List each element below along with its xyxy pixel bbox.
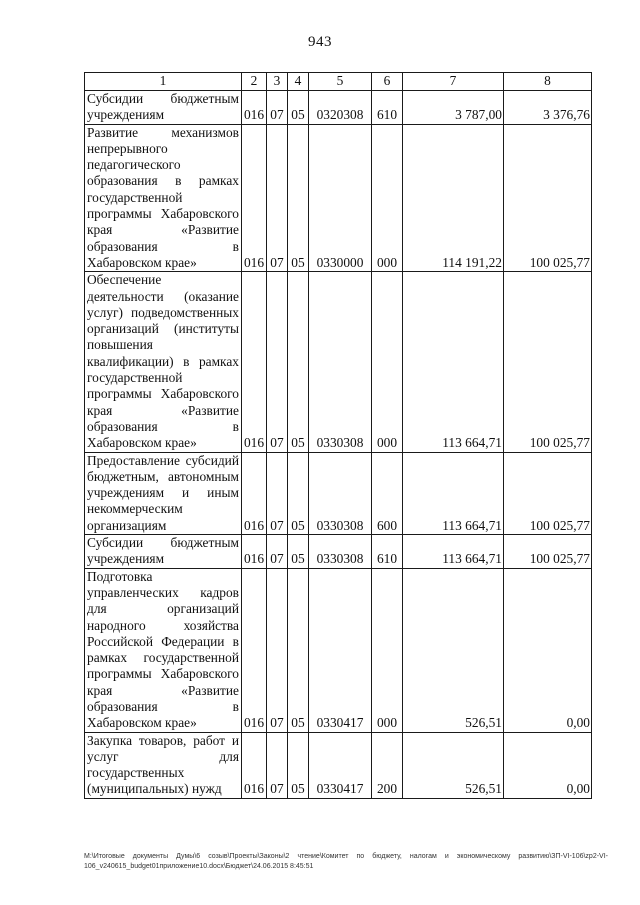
expense-type-code: 610 <box>372 535 403 569</box>
planned-amount: 526,51 <box>403 732 504 798</box>
header-cell: 8 <box>504 73 592 91</box>
header-cell: 7 <box>403 73 504 91</box>
table-row <box>85 535 592 569</box>
item-name: Субсидии бюджетным учреждениям <box>85 535 242 569</box>
admin-code: 016 <box>242 732 267 798</box>
expense-type-code: 000 <box>372 272 403 452</box>
section-code: 07 <box>267 452 288 534</box>
header-cell: 6 <box>372 73 403 91</box>
admin-code: 016 <box>242 535 267 569</box>
item-name: Обеспечение деятельности (оказание услуг) подведомственных организаций (институты повышения квалификации) в рамках государственной программы Хабаровского края «Развитие образования в Хабаровском крае» <box>85 272 242 452</box>
table-row <box>85 568 592 732</box>
subsection-code: 05 <box>288 452 309 534</box>
section-code: 07 <box>267 568 288 732</box>
table-row <box>85 124 592 272</box>
planned-amount: 526,51 <box>403 568 504 732</box>
planned-amount: 3 787,00 <box>403 91 504 125</box>
actual-amount: 100 025,77 <box>504 535 592 569</box>
planned-amount: 113 664,71 <box>403 272 504 452</box>
admin-code: 016 <box>242 124 267 272</box>
table-row <box>85 91 592 125</box>
table-row <box>85 452 592 534</box>
expense-type-code: 000 <box>372 568 403 732</box>
header-cell: 4 <box>288 73 309 91</box>
page-number: 943 <box>308 34 332 50</box>
table-row <box>85 732 592 798</box>
section-code: 07 <box>267 91 288 125</box>
target-code: 0320308 <box>309 91 372 125</box>
planned-amount: 113 664,71 <box>403 452 504 534</box>
target-code: 0330417 <box>309 568 372 732</box>
expense-type-code: 600 <box>372 452 403 534</box>
subsection-code: 05 <box>288 124 309 272</box>
admin-code: 016 <box>242 452 267 534</box>
target-code: 0330308 <box>309 272 372 452</box>
actual-amount: 100 025,77 <box>504 272 592 452</box>
actual-amount: 100 025,77 <box>504 452 592 534</box>
table-header-row <box>85 73 592 91</box>
expense-type-code: 610 <box>372 91 403 125</box>
item-name: Субсидии бюджетным учреждениям <box>85 91 242 125</box>
subsection-code: 05 <box>288 91 309 125</box>
target-code: 0330308 <box>309 535 372 569</box>
actual-amount: 100 025,77 <box>504 124 592 272</box>
expense-type-code: 200 <box>372 732 403 798</box>
target-code: 0330417 <box>309 732 372 798</box>
subsection-code: 05 <box>288 535 309 569</box>
table-row <box>85 272 592 452</box>
item-name: Развитие механизмов непрерывного педагогического образования в рамках государственной программы Хабаровского края «Развитие образования в Хабаровском крае» <box>85 124 242 272</box>
expense-type-code: 000 <box>372 124 403 272</box>
section-code: 07 <box>267 732 288 798</box>
target-code: 0330000 <box>309 124 372 272</box>
item-name: Предоставление субсидий бюджетным, автономным учреждениям и иным некоммерческим организациям <box>85 452 242 534</box>
document-path-footer: M:\Итоговые документы Думы\6 созыв\Проекты\Законы\2 чтение\Комитет по бюджету, налогам и экономическому развитию\ЗП-VI-106\zp2-VI-106_v240615_budget01приложение10.docx\Бюджет\24.06.2015 8:45:51 <box>84 853 608 870</box>
planned-amount: 113 664,71 <box>403 535 504 569</box>
actual-amount: 3 376,76 <box>504 91 592 125</box>
section-code: 07 <box>267 535 288 569</box>
item-name: Закупка товаров, работ и услуг для государственных (муниципальных) нужд <box>85 732 242 798</box>
subsection-code: 05 <box>288 272 309 452</box>
header-cell: 5 <box>309 73 372 91</box>
subsection-code: 05 <box>288 732 309 798</box>
section-code: 07 <box>267 272 288 452</box>
actual-amount: 0,00 <box>504 732 592 798</box>
subsection-code: 05 <box>288 568 309 732</box>
header-cell: 1 <box>85 73 242 91</box>
target-code: 0330308 <box>309 452 372 534</box>
header-cell: 2 <box>242 73 267 91</box>
admin-code: 016 <box>242 568 267 732</box>
admin-code: 016 <box>242 272 267 452</box>
header-cell: 3 <box>267 73 288 91</box>
actual-amount: 0,00 <box>504 568 592 732</box>
budget-table <box>84 72 592 799</box>
admin-code: 016 <box>242 91 267 125</box>
item-name: Подготовка управленческих кадров для организаций народного хозяйства Российской Федерации в рамках государственной программы Хабаровского края «Развитие образования в Хабаровском крае» <box>85 568 242 732</box>
planned-amount: 114 191,22 <box>403 124 504 272</box>
section-code: 07 <box>267 124 288 272</box>
